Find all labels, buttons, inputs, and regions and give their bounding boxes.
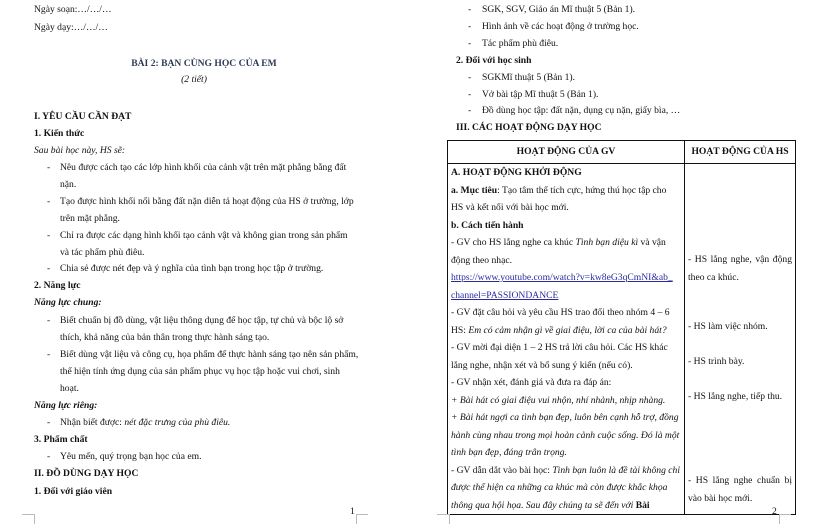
bullet: - [47, 263, 51, 274]
bullet: - [468, 72, 472, 83]
hs-response-1: - HS lắng nghe, vận động theo ca khúc. [688, 254, 792, 283]
lesson-title: BÀI 2: BẠN CÙNG HỌC CỦA EM [131, 58, 277, 69]
step-3: - GV mời đại diện 1 – 2 HS trả lời câu hỏi. Các HS khác lắng nghe, nhận xét và bổ sung ý kiến (nếu có). [451, 342, 668, 371]
step-2 [451, 304, 681, 339]
knowledge-item-2-line2: trên mặt phẳng. [60, 213, 120, 224]
crop-mark [779, 514, 780, 524]
page-number: 2 [772, 506, 777, 517]
bullet: - [47, 196, 51, 207]
answer-2: + Bài hát ngợi ca tình bạn đẹp, luôn bên cạnh hỗ trợ, đồng hành cùng nhau trong mọi hoàn cảnh cuộc sống. Đó là một tình bạn đẹp, đáng trân trọng. [451, 412, 680, 458]
link-line-1[interactable]: https://www.youtube.com/watch?v=kw8eG3qCmNI&ab_ [451, 272, 673, 283]
step-1-prefix: - GV cho HS lắng nghe ca khúc [451, 237, 576, 248]
crop-mark [449, 514, 450, 524]
bullet: - [47, 451, 51, 462]
gv-activity-cell [448, 164, 685, 515]
student-item-2: Vở bài tập Mĩ thuật 5 (Bản 1). [482, 89, 599, 100]
step-5-prefix: - GV dẫn dắt vào bài học: [451, 464, 553, 476]
part-a-heading: A. HOẠT ĐỘNG KHỞI ĐỘNG [451, 167, 582, 178]
crop-mark [779, 514, 791, 515]
crop-mark [437, 514, 449, 515]
teacher-item-1: SGK, SGV, Giáo án Mĩ thuật 5 (Bản 1). [482, 4, 636, 15]
competence-heading: 2. Năng lực [34, 280, 81, 291]
specific-item-prefix: Nhận biết được: [60, 417, 125, 428]
knowledge-heading: 1. Kiến thức [34, 128, 85, 139]
knowledge-item-1-line2: nặn. [60, 179, 77, 190]
bullet: - [47, 230, 51, 241]
student-item-1: SGKMĩ thuật 5 (Bản 1). [482, 72, 576, 83]
crop-mark [356, 514, 368, 515]
general-item-1-line1: Biết chuẩn bị đồ dùng, vật liệu thông dụng để học tập, tự chủ và bộc lộ sở [60, 315, 344, 326]
section-requirements-heading: I. YÊU CẦU CẦN ĐẠT [34, 111, 132, 122]
hs-response-4: - HS lắng nghe, tiếp thu. [688, 391, 783, 402]
knowledge-item-1-line1: Nêu được cách tạo các lớp hình khối của cảnh vật trên mặt phẳng bằng đất [60, 162, 347, 173]
hs-activity-cell [685, 164, 796, 515]
step-4: - GV nhận xét, đánh giá và đưa ra đáp án: [451, 377, 612, 388]
step-1 [451, 234, 681, 269]
page-number: 1 [350, 506, 355, 517]
crop-mark [34, 514, 35, 524]
bullet: - [468, 4, 472, 15]
youtube-link[interactable] [451, 269, 681, 304]
date-prepared: Ngày soạn:…/…/… [34, 4, 112, 15]
method-heading: b. Cách tiến hành [451, 219, 524, 231]
table-row [448, 164, 796, 515]
link-line-2[interactable]: channel=PASSIONDANCE [451, 289, 559, 301]
step-5-italic: Tình bạn luôn là đề tài không chỉ được thể hiện ca những ca khúc mà còn được khắc khọa thông qua hội họa. Sau đây chúng ta sẽ đến với [451, 464, 680, 511]
quality-heading: 3. Phẩm chất [34, 434, 88, 445]
activities-table [447, 140, 796, 515]
step-1-suffix: và vận động theo nhạc. [451, 237, 666, 266]
knowledge-item-4: Chia sẻ được nét đẹp và ý nghĩa của tình bạn trong học tập ở trường. [60, 263, 324, 274]
objective-label: a. Mục tiêu [451, 184, 498, 196]
teacher-materials-heading: 1. Đối với giáo viên [34, 486, 113, 497]
column-header-gv: HOẠT ĐỘNG CỦA GV [448, 141, 685, 164]
specific-item [60, 417, 230, 429]
bullet: - [468, 21, 472, 32]
teacher-item-3: Tác phẩm phù điêu. [482, 38, 559, 49]
teacher-item-2: Hình ảnh về các hoạt động ở trường học. [482, 21, 639, 32]
knowledge-item-2-line1: Tạo được hình khối nổi bằng đất nặn diễn tả hoạt động của HS ở trường, lớp [60, 196, 354, 207]
table-header-row [448, 141, 796, 164]
step-2-question: Em có cảm nhận gì về giai điệu, lời ca của bài hát? [468, 324, 667, 336]
column-header-hs: HOẠT ĐỘNG CỦA HS [685, 141, 796, 164]
objective-text: : Tạo tâm thế tích cực, hứng thú học tập cho HS và kết nối với bài học mới. [451, 184, 667, 213]
step-2-prefix: - GV đặt câu hỏi và yêu cầu HS trao đổi theo nhóm 4 – 6 HS: [451, 307, 670, 336]
bullet: - [468, 89, 472, 100]
bullet: - [47, 417, 51, 428]
student-materials-heading: 2. Đối với học sinh [456, 55, 532, 66]
student-item-3: Đồ dùng học tập: đất nặn, dụng cụ nặn, giấy bìa, … [482, 105, 681, 116]
general-competence-label: Năng lực chung: [34, 297, 102, 308]
knowledge-intro: Sau bài học này, HS sẽ: [34, 145, 126, 156]
step-5 [451, 462, 681, 515]
crop-mark [356, 514, 357, 524]
lesson-duration: (2 tiết) [181, 74, 207, 85]
quality-item: Yêu mến, quý trọng bạn học của em. [60, 451, 202, 462]
hs-response-5: - HS lắng nghe chuẩn bị vào bài học mới. [688, 475, 792, 504]
knowledge-item-3-line2: và tác phẩm phù điêu. [60, 247, 145, 258]
objective [451, 182, 681, 217]
general-item-1-line2: thích, khả năng của bản thân trong thực hành sáng tạo. [60, 332, 270, 343]
general-item-2-line3: hoạt. [60, 383, 79, 394]
step-5-bold: Bài [635, 499, 650, 511]
bullet: - [47, 349, 51, 360]
bullet: - [468, 105, 472, 116]
answer-1: + Bài hát có giai điệu vui nhộn, nhí nhảnh, nhịp nhàng. [451, 394, 666, 406]
crop-mark [22, 514, 34, 515]
specific-item-italic: nét đặc trưng của phù điêu. [124, 417, 231, 428]
general-item-2-line1: Biết dùng vật liệu và công cụ, họa phẩm để thực hành sáng tạo nên sản phẩm, [60, 349, 359, 360]
bullet: - [47, 162, 51, 173]
bullet: - [468, 38, 472, 49]
knowledge-item-3-line1: Chỉ ra được các dạng hình khối tạo cảnh vật và không gian trong sản phẩm [60, 230, 348, 241]
hs-response-2: - HS làm việc nhóm. [688, 321, 768, 332]
general-item-2-line2: thể hiện tính ứng dụng của sản phẩm phục vụ học tập hoặc vui chơi, sinh [60, 366, 340, 377]
song-title: Tình bạn diệu kì [575, 237, 639, 248]
hs-response-3: - HS trình bày. [688, 356, 745, 367]
specific-competence-label: Năng lực riêng: [34, 400, 98, 411]
bullet: - [47, 315, 51, 326]
section-activities-heading: III. CÁC HOẠT ĐỘNG DẠY HỌC [456, 122, 602, 133]
date-taught: Ngày dạy:…/…/… [34, 22, 108, 33]
section-materials-heading: II. ĐỒ DÙNG DẠY HỌC [34, 468, 139, 479]
